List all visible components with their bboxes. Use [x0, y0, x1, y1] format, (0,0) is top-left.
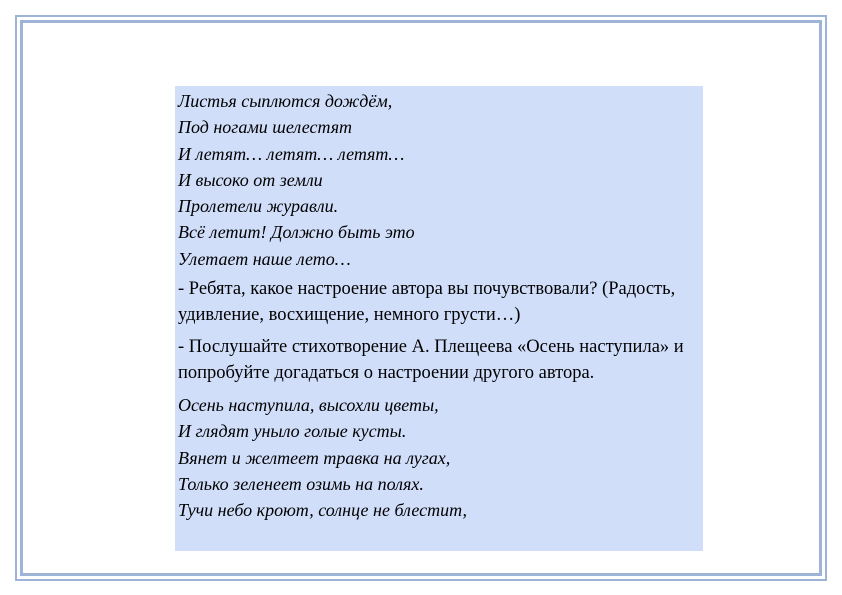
teacher-question: - Ребята, какое настроение автора вы почувствовали? (Радость, удивление, восхищение, немного грусти…): [178, 279, 676, 326]
poem-line: Листья сыплются дождём,: [178, 91, 393, 111]
poem-line: Под ногами шелестят: [178, 117, 353, 138]
poem-line: Осень наступила, высохли цветы,: [178, 395, 439, 416]
poem-line: Улетает наше лето…: [178, 248, 351, 269]
poem-line: И летят… летят… летят…: [178, 143, 405, 164]
poem-line: Вянет и желтеет травка на лугах,: [178, 447, 451, 468]
poem-line: И высоко от земли: [178, 169, 323, 190]
poem-line: Тучи небо кроют, солнце не блестит,: [178, 500, 468, 521]
poem-line: Только зеленеет озимь на полях.: [178, 473, 424, 494]
teacher-instruction: - Послушайте стихотворение А. Плещеева «Осень наступила» и попробуйте догадаться о настроении другого автора.: [178, 337, 684, 384]
slide-text-block: [175, 86, 703, 551]
poem-pleshcheev-excerpt-1: [178, 88, 699, 272]
poem-line: И глядят уныло голые кусты.: [178, 421, 407, 442]
poem-line: Пролетели журавли.: [178, 196, 339, 217]
poem-autumn-excerpt-2: [178, 392, 699, 523]
poem-line: Всё летит! Должно быть это: [178, 222, 415, 243]
